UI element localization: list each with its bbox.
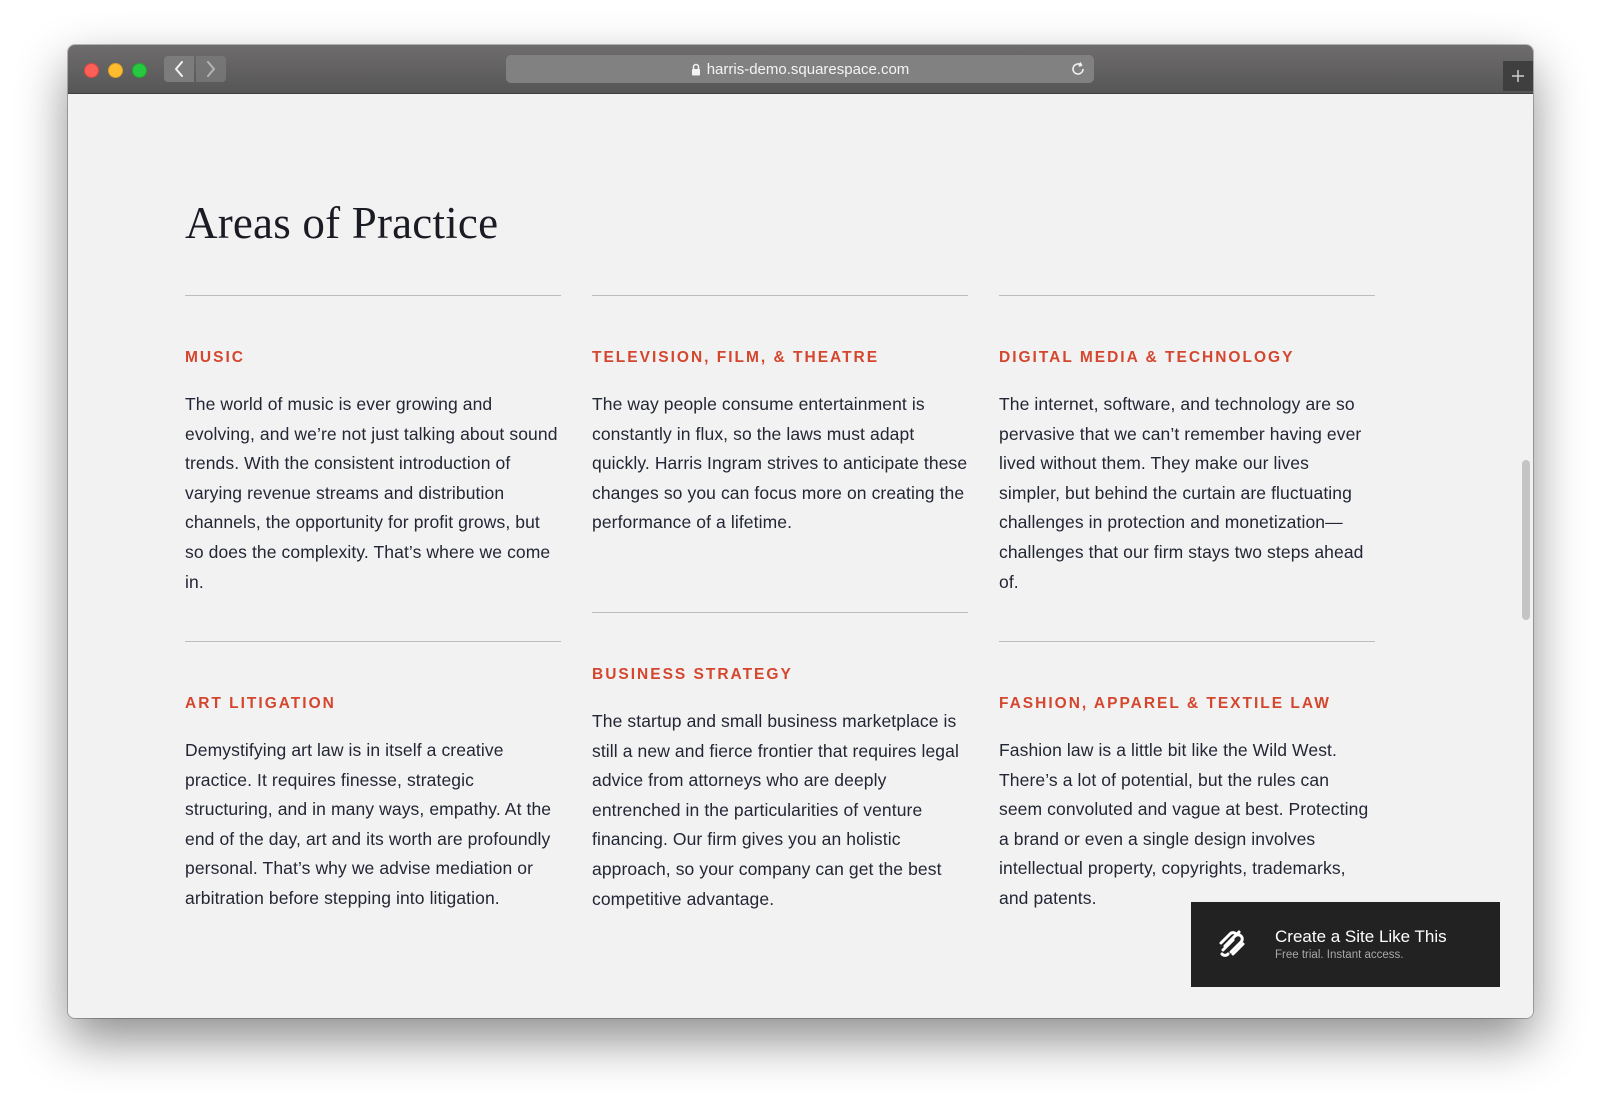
- plus-icon: [1511, 69, 1525, 83]
- page-content: [68, 94, 1533, 1018]
- reload-icon[interactable]: [1070, 61, 1086, 77]
- address-bar[interactable]: [506, 55, 1094, 83]
- divider: [185, 641, 561, 642]
- area-heading: BUSINESS STRATEGY: [592, 666, 793, 683]
- area-heading: MUSIC: [185, 349, 245, 366]
- practice-area-fashion-apparel-textile: [999, 641, 1375, 914]
- minimize-window-button[interactable]: [108, 63, 123, 78]
- divider: [999, 295, 1375, 296]
- practice-area-television-film-theatre: [592, 295, 968, 538]
- chevron-left-icon: [174, 61, 184, 77]
- area-heading: FASHION, APPAREL & TEXTILE LAW: [999, 695, 1331, 712]
- area-description: The startup and small business marketplace is still a new and fierce frontier that requires legal advice from attorneys who are deeply entrenched in the particularities of venture financing. Our firm gives you an holistic approach, so your company can get the best competitive advantage.: [592, 711, 959, 909]
- zoom-window-button[interactable]: [132, 63, 147, 78]
- cta-title: Create a Site Like This: [1275, 927, 1447, 946]
- divider: [592, 612, 968, 613]
- area-heading: TELEVISION, FILM, & THEATRE: [592, 349, 880, 366]
- page-title: Areas of Practice: [185, 198, 499, 248]
- area-heading: ART LITIGATION: [185, 695, 336, 712]
- back-button[interactable]: [164, 56, 194, 82]
- chevron-right-icon: [206, 61, 216, 77]
- area-description: Fashion law is a little bit like the Wild West. There’s a lot of potential, but the rules can seem convoluted and vague at best. Protecting a brand or even a single design involves intellectual property, copyrights, trademarks, and patents.: [999, 740, 1369, 908]
- practice-area-music: [185, 295, 561, 597]
- divider: [592, 295, 968, 296]
- area-heading: DIGITAL MEDIA & TECHNOLOGY: [999, 349, 1295, 366]
- area-description: The world of music is ever growing and evolving, and we’re not just talking about sound trends. With the consistent introduction of varying revenue streams and distribution channels, the opportunity for profit grows, but so does the complexity. That’s where we come in.: [185, 394, 558, 592]
- browser-toolbar: [68, 45, 1533, 94]
- practice-area-digital-media-technology: [999, 295, 1375, 597]
- forward-button[interactable]: [196, 56, 226, 82]
- create-site-banner[interactable]: [1191, 902, 1500, 987]
- close-window-button[interactable]: [84, 63, 99, 78]
- scrollbar[interactable]: [1517, 94, 1533, 1018]
- area-description: Demystifying art law is in itself a creative practice. It requires finesse, strategic structuring, and in many ways, empathy. At the end of the day, art and its worth are profoundly personal. That’s why we advise mediation or arbitration before stepping into litigation.: [185, 740, 552, 908]
- new-tab-button[interactable]: [1503, 61, 1533, 91]
- area-description: The way people consume entertainment is constantly in flux, so the laws must adapt quickly. Harris Ingram strives to anticipate these changes so you can focus more on creating the performance of a lifetime.: [592, 394, 968, 533]
- divider: [999, 641, 1375, 642]
- practice-area-art-litigation: [185, 641, 561, 914]
- browser-window: [68, 45, 1533, 1018]
- divider: [185, 295, 561, 296]
- area-description: The internet, software, and technology are so pervasive that we can’t remember having ever lived without them. They make our lives simpler, but behind the curtain are fluctuating challenges in protection and monetization—challenges that our firm stays two steps ahead of.: [999, 394, 1364, 592]
- squarespace-logo-icon: [1215, 929, 1249, 959]
- practice-area-business-strategy: [592, 612, 968, 914]
- url-text: harris-demo.squarespace.com: [706, 60, 910, 78]
- scrollbar-thumb[interactable]: [1522, 460, 1530, 620]
- lock-icon: [691, 63, 701, 76]
- cta-subtitle: Free trial. Instant access.: [1275, 949, 1404, 961]
